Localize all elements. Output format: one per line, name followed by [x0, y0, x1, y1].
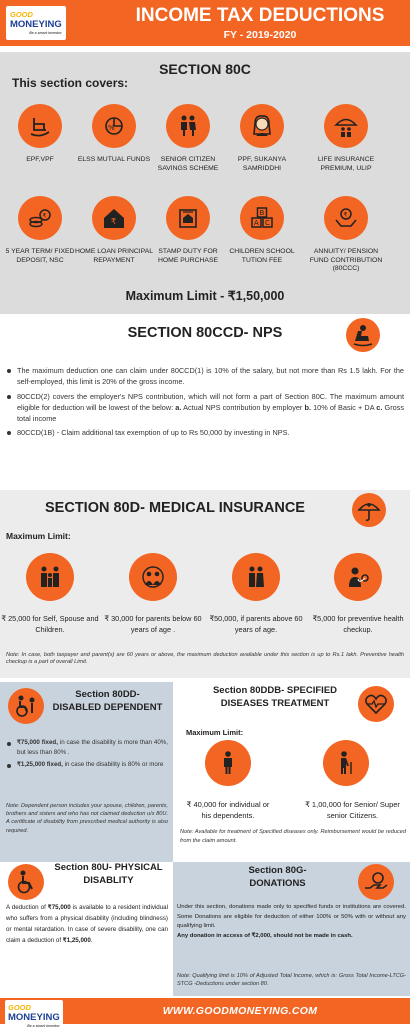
section-80c-item-label: ANNUITY/ PENSION FUND CONTRIBUTION (80CCC) [309, 248, 383, 273]
doctor-icon [334, 553, 382, 601]
section-80c-panel [0, 52, 410, 314]
section-80ddb-item-label: ₹ 40,000 for individual or his dependents. [186, 800, 270, 820]
svg-text:C: C [265, 219, 270, 227]
wheelchair-icon [8, 864, 44, 900]
section-80d-item-label: ₹50,000, if parents above 60 years of age. [209, 614, 303, 634]
section-80c-title: SECTION 80C [159, 61, 251, 77]
header-logo: GOOD MONEYING Be a smart investor [6, 6, 66, 40]
section-80c-item-label: SENIOR CITIZEN SAVINGS SCHEME [157, 156, 219, 172]
section-80ddb-max-label: Maximum Limit: [186, 728, 244, 737]
girl-icon [240, 104, 284, 148]
section-80g-title: Section 80G- DONATIONS [248, 865, 307, 889]
page-subtitle: FY - 2019-2020 [223, 29, 297, 41]
abc-blocks-icon [240, 196, 284, 240]
list-item: ₹1,25,000 fixed, in case the disability is 80% or more [6, 760, 168, 770]
footer-url[interactable]: WWW.GOODMONEYING.COM [162, 1005, 318, 1017]
elderly-couple-icon [166, 104, 210, 148]
section-80c-item-label: ELSS MUTUAL FUNDS [77, 156, 151, 163]
hands-money-icon [324, 196, 368, 240]
section-80dd-title: Section 80DD- DISABLED DEPENDENT [52, 689, 163, 713]
donation-hand-icon [358, 864, 394, 900]
svg-text:₹: ₹ [111, 217, 117, 226]
section-80ddb-note: Note: Available for treatment of Specified diseases only. Reimbursement would be reduced from the claim amount. [180, 829, 406, 844]
umbrella-family-icon [324, 104, 368, 148]
section-80d-max-label: Maximum Limit: [6, 531, 71, 541]
section-80c-limit: Maximum Limit - ₹1,50,000 [125, 289, 285, 303]
section-80ccd-bullets [6, 365, 404, 439]
parents-icon [129, 553, 177, 601]
medical-umbrella-icon [352, 493, 386, 527]
coins-stack-icon [18, 196, 62, 240]
list-item: 80CCD(1B) - Claim additional tax exemption of up to Rs 50,000 by investing in NPS. [6, 427, 404, 438]
section-80ccd-title: SECTION 80CCD- NPS [127, 325, 283, 341]
section-80ddb-title: Section 80DDB- SPECIFIED DISEASES TREATMENT [212, 685, 338, 709]
svg-text:A: A [254, 219, 259, 227]
svg-text:B: B [259, 209, 265, 217]
section-80dd-note: Note: Dependent person includes your spouse, children, parents, brothers and sisters and who has not claimed deduction u/s 80U. A certificate of disability from prescribed medical authority is also required. [6, 803, 168, 834]
section-80c-intro: This section covers: [12, 76, 129, 90]
svg-text:₹: ₹ [42, 212, 47, 220]
section-80g-note: Note: Qualifying limit is 10% of Adjusted Total Income, which is: Gross Total Income-LTCG-STCG -Deductions under section 80. [177, 973, 406, 987]
section-80c-item-label: PPF, SUKANYA SAMRIDDHI [237, 156, 287, 172]
section-80u-text: A deduction of ₹75,000 is available to a resident individual who suffers from a physical disability (including blindness) or mental retardation. In case of severe disability, one can claim a deduction of ₹1,25,000. [6, 904, 168, 944]
section-80ddb-item-label: ₹ 1,00,000 for Senior/ Super senior Citizens. [305, 800, 400, 820]
section-80u-title: Section 80U- PHYSICAL DISABLITY [54, 862, 163, 886]
section-80d-note: Note: In case, both taxpayer and parent(s) are 60 years or above, the maximum deduction available under this section is up to Rs.1 lakh. Preventive health checkup is a part of overall Limit. [6, 652, 404, 666]
list-item: ₹75,000 fixed, in case the disability is more than 40%, but less than 80% . [6, 738, 168, 757]
page-title: INCOME TAX DEDUCTIONS [135, 5, 385, 26]
list-item: The maximum deduction one can claim under 80CCD(1) is 10% of the salary, but not more than Rs 1.5 lakh. For the self-employed, this limit is 20% of the gross income. [6, 365, 404, 388]
section-80c-item-label: EPF,VPF [26, 156, 54, 163]
house-rupee-icon [92, 196, 136, 240]
section-80c-item-label: 5 YEAR TERM/ FIXED DEPOSIT, NSC [5, 248, 75, 264]
section-80dd-bullets [6, 738, 168, 770]
senior-parents-icon [232, 553, 280, 601]
retirement-chair-icon [346, 318, 380, 352]
section-80d-item-label: ₹ 30,000 for parents below 60 years of age . [104, 614, 202, 634]
section-80g-text: Under this section, donations made only to specified funds or institutions are covered. Some Donations are eligible for deduction of either 100% or 50% with or without any qualifying limit. Any donation in access of ₹2,000, should not be made in cash. [177, 904, 406, 939]
section-80d-title: SECTION 80D- MEDICAL INSURANCE [45, 500, 305, 516]
old-man-cane-icon [323, 740, 369, 786]
svg-text:%: % [108, 124, 115, 132]
section-80d-item-label: ₹5,000 for preventive health checkup. [312, 614, 404, 634]
percent-pie-icon [92, 104, 136, 148]
disabled-dependent-icon [8, 688, 44, 724]
family-icon [26, 553, 74, 601]
section-80d-item-label: ₹ 25,000 for Self, Spouse and Children. [1, 614, 99, 634]
house-document-icon [166, 196, 210, 240]
section-80c-item-label: HOME LOAN PRINCIPAL REPAYMENT [74, 248, 154, 264]
section-80c-item-label: LIFE INSURANCE PREMIUM, ULIP [317, 156, 375, 172]
section-80c-item-label: STAMP DUTY FOR HOME PURCHASE [157, 248, 219, 264]
person-icon [205, 740, 251, 786]
list-item: 80CCD(2) covers the employer's NPS contribution, which will not form a part of Section 80C. The maximum amount eligible for deduction will be lowest of the below: a. Actual NPS contribution by employer b. 10% of Basic + DA c. Gross total income [6, 391, 404, 425]
section-80c-item-label: CHILDREN SCHOOL TUTION FEE [229, 248, 295, 264]
heartbeat-icon [358, 686, 394, 722]
rocking-chair-icon [18, 104, 62, 148]
svg-text:₹: ₹ [343, 211, 348, 219]
footer-logo: GOOD MONEYING Be a smart investor [5, 1000, 63, 1032]
